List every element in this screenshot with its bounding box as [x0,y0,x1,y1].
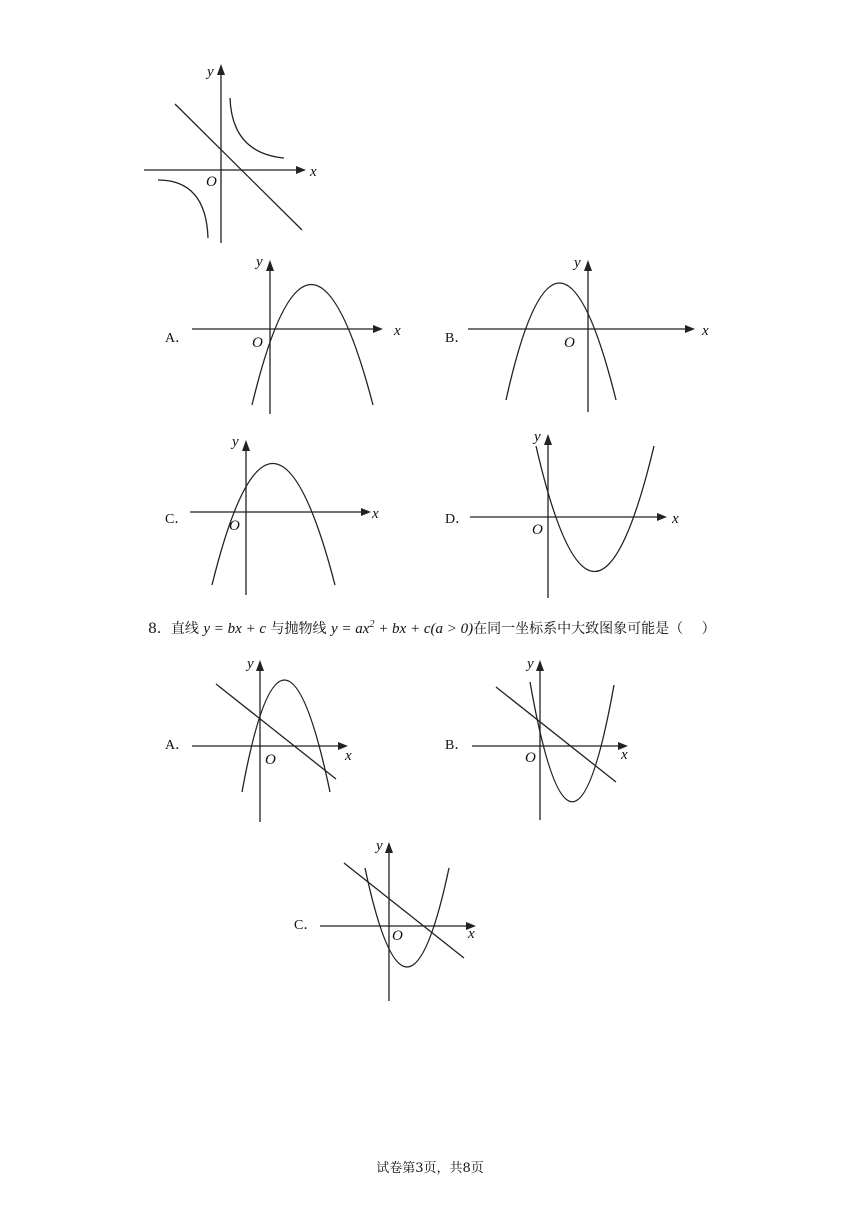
svg-text:O: O [525,750,536,766]
q8-option-b-graph[interactable] [470,652,650,827]
svg-text:O: O [265,752,276,768]
parabola [242,680,330,792]
line-graph [175,104,302,230]
svg-text:y: y [534,429,541,445]
q7-option-d-graph[interactable] [468,428,698,603]
y-axis-arrow [217,64,225,75]
svg-text:O: O [392,928,403,944]
q7-option-b-label[interactable]: B． [445,331,469,346]
parabola [536,446,654,572]
q7-option-a-graph[interactable] [190,252,410,422]
q7-option-c-graph[interactable] [188,432,398,602]
q8-option-c-graph[interactable] [318,834,498,1006]
svg-text:x: x [468,926,475,942]
line-graph [496,687,616,782]
q8-option-c-label[interactable]: C． [294,918,318,933]
x-label: x [310,164,317,180]
origin-label: O [206,174,217,190]
svg-text:x: x [372,506,379,522]
svg-text:O: O [532,522,543,538]
parabola-expression: $y = ax^2$ + bx + c [331,619,431,637]
svg-text:y: y [232,434,239,450]
condition: (a > 0) [430,621,474,637]
svg-text:y: y [376,838,383,854]
parabola [506,283,616,400]
question-number: 8． [148,621,171,637]
reference-graph [140,58,320,248]
q8-option-a-label[interactable]: A． [165,738,190,753]
svg-text:y: y [574,255,581,271]
line-graph [216,684,336,779]
svg-text:y: y [527,656,534,672]
svg-text:O: O [564,335,575,351]
svg-text:x: x [394,323,401,339]
q8-option-b-label[interactable]: B． [445,738,469,753]
q8-option-a-graph[interactable] [190,652,370,827]
y-label: y [207,64,214,80]
parabola [365,868,449,967]
q7-option-b-graph[interactable] [466,252,716,422]
question-8: 8．直线 y = bx + c 与抛物线 $y = ax^2$ + bx + c(a > 0)在同一坐标系中大致图象可能是（ ） [148,619,716,637]
svg-text:O: O [229,518,240,534]
svg-text:y: y [256,254,263,270]
hyperbola-branch-upper [230,98,284,158]
line-expression: y = bx + c [203,621,267,637]
q7-option-d-label[interactable]: D． [445,512,470,527]
svg-text:x: x [621,747,628,763]
parabola [530,682,614,802]
q7-option-c-label[interactable]: C． [165,512,189,527]
svg-text:x: x [702,323,709,339]
svg-text:x: x [672,511,679,527]
q7-option-a-label[interactable]: A． [165,331,190,346]
svg-text:x: x [345,748,352,764]
x-axis-arrow [296,166,306,174]
line-graph [344,863,464,958]
hyperbola-branch-lower [158,180,208,238]
svg-text:y: y [247,656,254,672]
page-footer: 试卷第3页，共8页 [376,1161,484,1176]
svg-text:O: O [252,335,263,351]
